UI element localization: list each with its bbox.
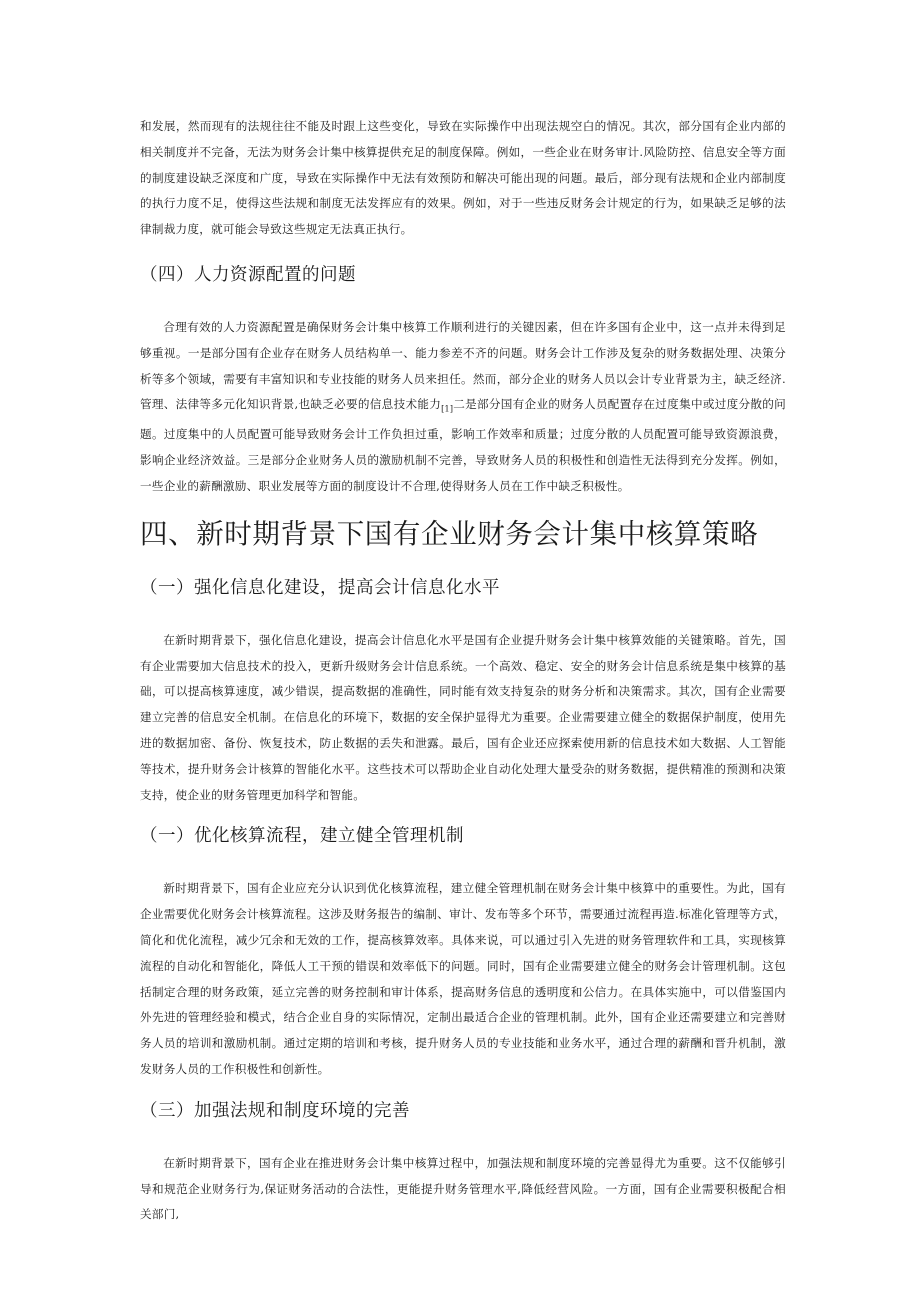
heading-hr-allocation: （四）人力资源配置的问题	[140, 264, 356, 285]
paragraph-hr-part2: 二是部分国有企业的财务人员配置存在过度集中或过度分散的问题。过度集中的人员配置可能导致财务会计工作负担过重，影响工作效率和质量；过度分散的人员配置可能导致资源浪费，影响企业经济效益。三是部分企业财务人员的激励机制不完善，导致财务人员的积极性和创造性无法得到充分发挥。例如，一些企业的薪酬激励、职业发展等方面的制度设计不合理,使得财务人员在工作中缺乏积极性。	[140, 397, 786, 494]
paragraph-hr-part1: 合理有效的人力资源配置是确保财务会计集中核算工作顺利进行的关键因素，但在许多国有企业中，这一点并未得到足够重视。一是部分国有企业存在财务人员结构单一、能力参差不齐的问题。财务会计工作涉及复杂的财务数据处理、决策分析等多个领域，需要有丰富知识和专业技能的财务人员来担任。然而，部分企业的财务人员以会计专业背景为主，缺乏经济.管理、法律等多元化知识背景,也缺乏必要的信息技术能力	[140, 319, 786, 412]
paragraph-laws-continuation: 和发展，然而现有的法规往往不能及时跟上这些变化，导致在实际操作中出现法规空白的情况。其次，部分国有企业内部的相关制度并不完备，无法为财务会计集中核算提供充足的制度保障。例如，一些企业在财务审计.风险防控、信息安全等方面的制度建设缺乏深度和广度，导致在实际操作中无法有效预防和解决可能出现的问题。最后，部分现有法规和企业内部制度的执行力度不足，使得这些法规和制度无法发挥应有的效果。例如，对于一些违反财务会计规定的行为，如果缺乏足够的法律制裁力度，就可能会导致这些规定无法真正执行。	[140, 119, 786, 237]
paragraph-regulation-improvement: 在新时期背景下，国有企业在推进财务会计集中核算过程中，加强法规和制度环境的完善显得尤为重要。这不仅能够引导和规范企业财务行为,保证财务活动的合法性，更能提升财务管理水平,降低经营风险。一方面，国有企业需要积极配合相关部门,	[140, 1155, 786, 1222]
heading-process-optimization: （一）优化核算流程，建立健全管理机制	[140, 826, 464, 847]
paragraph-informatization: 在新时期背景下，强化信息化建设，提高会计信息化水平是国有企业提升财务会计集中核算效能的关键策略。首先，国有企业需要加大信息技术的投入，更新升级财务会计信息系统。一个高效、稳定、安全的财务会计信息系统是集中核算的基础，可以提高核算速度，减少错误，提高数据的准确性，同时能有效支持复杂的财务分析和决策需求。其次，国有企业需要建立完善的信息安全机制。在信息化的环境下，数据的安全保护显得尤为重要。企业需要建立健全的数据保护制度，使用先进的数据加密、备份、恢复技术，防止数据的丢失和泄露。最后，国有企业还应探索使用新的信息技术如大数据、人工智能等技术，提升财务会计核算的智能化水平。这些技术可以帮助企业自动化处理大量受杂的财务数据，提供精准的预测和决策支持，使企业的财务管理更加科学和智能。	[140, 632, 786, 802]
paragraph-hr-allocation	[140, 315, 786, 500]
paragraph-process-optimization: 新时期背景下，国有企业应充分认识到优化核算流程，建立健全管理机制在财务会计集中核算中的重要性。为此，国有企业需要优化财务会计核算流程。这涉及财务报告的编制、审计、发布等多个环节，需要通过流程再造.标准化管理等方式，简化和优化流程，减少冗余和无效的工作，提高核算效率。具体来说，可以通过引入先进的财务管理软件和工具，实现核算流程的自动化和智能化，降低人工干预的错误和效率低下的问题。同时，国有企业需要建立健全的财务会计管理机制。这包括制定合理的财务政策，延立完善的财务控制和审计体系，提高财务信息的透明度和公信力。在具体实施中，可以借鉴国内外先进的管理经验和模式，结合企业自身的实际情况，定制出最适合企业的管理机制。此外，国有企业还需要建立和完善财务人员的培训和激励机制。通过定期的培训和考核，提升财务人员的专业技能和业务水平，通过合理的薪酬和晋升机制，激发财务人员的工作积极性和创新性。	[140, 881, 786, 1077]
document-content	[140, 114, 786, 1228]
heading-section-four: 四、新时期背景下国有企业财务会计集中核算策略	[140, 517, 759, 550]
heading-regulation-improvement: （三）加强法规和制度环境的完善	[140, 1100, 410, 1121]
citation-marker: [1]	[441, 404, 454, 414]
heading-informatization: （一）强化信息化建设，提高会计信息化水平	[140, 577, 500, 598]
